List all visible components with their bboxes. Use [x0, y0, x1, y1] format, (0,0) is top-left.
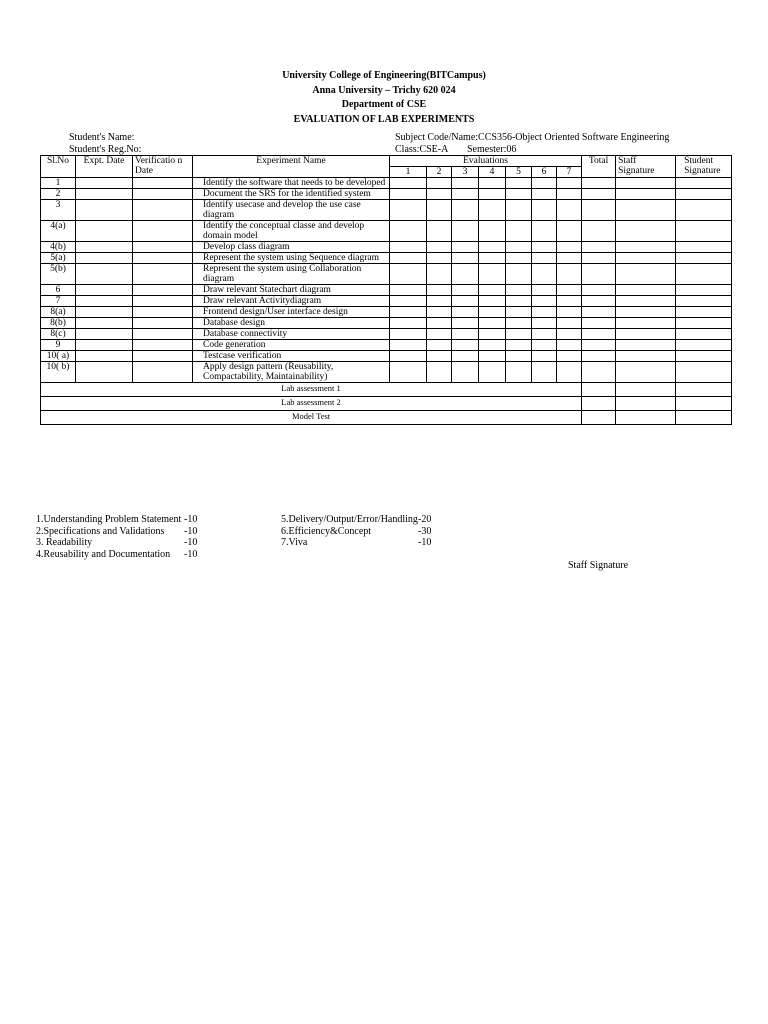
- evaluation-score-cell[interactable]: [452, 200, 479, 221]
- evaluation-score-cell[interactable]: [427, 285, 452, 296]
- total-cell[interactable]: [582, 329, 616, 340]
- evaluation-score-cell[interactable]: [506, 362, 532, 383]
- evaluation-score-cell[interactable]: [532, 362, 557, 383]
- verification-date-cell[interactable]: [133, 221, 193, 242]
- expt-date-cell[interactable]: [76, 340, 133, 351]
- table-row: [41, 264, 732, 285]
- evaluation-score-cell[interactable]: [532, 340, 557, 351]
- evaluation-score-cell[interactable]: [390, 351, 427, 362]
- header-verification-date: Verificatio n Date: [133, 156, 193, 178]
- row-slno: 8(a): [41, 307, 76, 318]
- evaluation-score-cell[interactable]: [506, 296, 532, 307]
- staff-signature-cell[interactable]: [616, 242, 676, 253]
- table-header-row: [41, 156, 732, 167]
- table-row: [41, 340, 732, 351]
- table-row: [41, 242, 732, 253]
- total-cell[interactable]: [582, 178, 616, 189]
- evaluation-score-cell[interactable]: [452, 285, 479, 296]
- assessment-label: Lab assessment 1: [41, 383, 582, 397]
- table-row: [41, 253, 732, 264]
- student-signature-cell[interactable]: [676, 242, 732, 253]
- header-slno: Sl.No: [41, 156, 76, 178]
- evaluation-score-cell[interactable]: [390, 189, 427, 200]
- student-signature-cell[interactable]: [676, 178, 732, 189]
- evaluation-score-cell[interactable]: [427, 264, 452, 285]
- expt-date-cell[interactable]: [76, 189, 133, 200]
- evaluation-score-cell[interactable]: [427, 296, 452, 307]
- student-signature-cell[interactable]: [676, 189, 732, 200]
- evaluation-table: [40, 155, 732, 425]
- evaluation-score-cell[interactable]: [479, 264, 506, 285]
- row-experiment-name: Develop class diagram: [193, 242, 390, 253]
- criteria-label: 7.Viva: [281, 537, 308, 548]
- evaluation-score-cell[interactable]: [506, 221, 532, 242]
- staff-signature-cell[interactable]: [616, 285, 676, 296]
- evaluation-score-cell[interactable]: [532, 242, 557, 253]
- assessment-row: [41, 383, 732, 397]
- criteria-item: [36, 549, 236, 561]
- expt-date-cell[interactable]: [76, 178, 133, 189]
- verification-date-cell[interactable]: [133, 318, 193, 329]
- table-row: [41, 189, 732, 200]
- criteria-item: [281, 526, 481, 538]
- criteria-label: 5.Delivery/Output/Error/Handling: [281, 514, 418, 525]
- evaluation-score-cell[interactable]: [557, 318, 582, 329]
- staff-signature-cell[interactable]: [616, 362, 676, 383]
- row-slno: 4(b): [41, 242, 76, 253]
- evaluation-score-cell[interactable]: [479, 189, 506, 200]
- evaluation-score-cell[interactable]: [390, 242, 427, 253]
- evaluation-score-cell[interactable]: [479, 242, 506, 253]
- header-student-signature: Student Signature: [676, 156, 732, 178]
- total-cell[interactable]: [582, 362, 616, 383]
- evaluation-score-cell[interactable]: [479, 178, 506, 189]
- row-experiment-name: Code generation: [193, 340, 390, 351]
- total-cell[interactable]: [582, 318, 616, 329]
- table-row: [41, 329, 732, 340]
- expt-date-cell[interactable]: [76, 264, 133, 285]
- evaluation-score-cell[interactable]: [479, 318, 506, 329]
- staff-signature-cell[interactable]: [616, 383, 676, 397]
- header-experiment-name: Experiment Name: [193, 156, 390, 178]
- expt-date-cell[interactable]: [76, 318, 133, 329]
- table-row: [41, 285, 732, 296]
- evaluation-score-cell[interactable]: [506, 253, 532, 264]
- evaluation-score-cell[interactable]: [427, 200, 452, 221]
- evaluation-score-cell[interactable]: [506, 285, 532, 296]
- staff-signature-cell[interactable]: [616, 307, 676, 318]
- criteria-points: -10: [184, 548, 198, 560]
- row-slno: 1: [41, 178, 76, 189]
- assessment-label: Model Test: [41, 411, 582, 425]
- student-signature-cell[interactable]: [676, 340, 732, 351]
- evaluation-score-cell[interactable]: [427, 178, 452, 189]
- student-signature-cell[interactable]: [676, 318, 732, 329]
- header-eval-col: 4: [479, 167, 506, 178]
- header-expt-date: Expt. Date: [76, 156, 133, 178]
- student-signature-cell[interactable]: [676, 307, 732, 318]
- evaluation-score-cell[interactable]: [479, 351, 506, 362]
- verification-date-cell[interactable]: [133, 242, 193, 253]
- total-cell[interactable]: [582, 253, 616, 264]
- evaluation-score-cell[interactable]: [427, 253, 452, 264]
- row-experiment-name: Testcase verification: [193, 351, 390, 362]
- evaluation-score-cell[interactable]: [390, 340, 427, 351]
- evaluation-score-cell[interactable]: [557, 340, 582, 351]
- verification-date-cell[interactable]: [133, 329, 193, 340]
- staff-signature-cell[interactable]: [616, 253, 676, 264]
- student-signature-cell[interactable]: [676, 397, 732, 411]
- criteria-label: 6.Efficiency&Concept: [281, 525, 372, 537]
- staff-signature-cell[interactable]: [616, 411, 676, 425]
- evaluation-score-cell[interactable]: [557, 253, 582, 264]
- evaluation-score-cell[interactable]: [452, 296, 479, 307]
- evaluation-score-cell[interactable]: [427, 318, 452, 329]
- evaluation-score-cell[interactable]: [390, 253, 427, 264]
- evaluation-score-cell[interactable]: [506, 329, 532, 340]
- criteria-points: -10: [184, 514, 198, 525]
- evaluation-score-cell[interactable]: [427, 307, 452, 318]
- evaluation-score-cell[interactable]: [452, 340, 479, 351]
- evaluation-score-cell[interactable]: [390, 329, 427, 340]
- table-row: [41, 296, 732, 307]
- total-cell[interactable]: [582, 397, 616, 411]
- student-signature-cell[interactable]: [676, 383, 732, 397]
- student-signature-cell[interactable]: [676, 362, 732, 383]
- evaluation-score-cell[interactable]: [506, 351, 532, 362]
- expt-date-cell[interactable]: [76, 285, 133, 296]
- total-cell[interactable]: [582, 264, 616, 285]
- table-row: [41, 362, 732, 383]
- evaluation-score-cell[interactable]: [452, 189, 479, 200]
- row-slno: 7: [41, 296, 76, 307]
- header-eval-col: 2: [427, 167, 452, 178]
- row-experiment-name: Document the SRS for the identified system: [193, 189, 390, 200]
- evaluation-score-cell[interactable]: [452, 362, 479, 383]
- evaluation-score-cell[interactable]: [506, 307, 532, 318]
- expt-date-cell[interactable]: [76, 307, 133, 318]
- evaluation-score-cell[interactable]: [479, 307, 506, 318]
- subject-code-name: Subject Code/Name:CCS356-Object Oriented Software Engineering: [395, 132, 670, 143]
- total-cell[interactable]: [582, 383, 616, 397]
- criteria-points: -10: [184, 525, 198, 537]
- row-experiment-name: Identify the conceptual classe and develop domain model: [193, 221, 390, 242]
- evaluation-score-cell[interactable]: [479, 200, 506, 221]
- evaluation-score-cell[interactable]: [506, 318, 532, 329]
- evaluation-score-cell[interactable]: [452, 253, 479, 264]
- header-eval-col: 1: [390, 167, 427, 178]
- row-slno: 5(b): [41, 264, 76, 285]
- total-cell[interactable]: [582, 200, 616, 221]
- evaluation-score-cell[interactable]: [506, 340, 532, 351]
- row-experiment-name: Represent the system using Sequence diagram: [193, 253, 390, 264]
- verification-date-cell[interactable]: [133, 340, 193, 351]
- criteria-points: -10: [418, 537, 432, 548]
- row-slno: 2: [41, 189, 76, 200]
- table-row: [41, 318, 732, 329]
- evaluation-score-cell[interactable]: [479, 329, 506, 340]
- evaluation-score-cell[interactable]: [532, 189, 557, 200]
- row-slno: 8(b): [41, 318, 76, 329]
- criteria-points: -30: [418, 525, 432, 537]
- evaluation-score-cell[interactable]: [557, 296, 582, 307]
- criteria-points: -10: [184, 537, 198, 548]
- university-name: Anna University – Trichy 620 024: [312, 85, 456, 96]
- verification-date-cell[interactable]: [133, 351, 193, 362]
- criteria-points: -20: [418, 514, 432, 525]
- expt-date-cell[interactable]: [76, 296, 133, 307]
- department-name: Department of CSE: [341, 99, 427, 110]
- evaluation-score-cell[interactable]: [427, 189, 452, 200]
- evaluation-score-cell[interactable]: [532, 264, 557, 285]
- evaluation-score-cell[interactable]: [479, 285, 506, 296]
- evaluation-score-cell[interactable]: [390, 178, 427, 189]
- row-experiment-name: Database design: [193, 318, 390, 329]
- table-row: [41, 307, 732, 318]
- expt-date-cell[interactable]: [76, 221, 133, 242]
- student-signature-cell[interactable]: [676, 351, 732, 362]
- evaluation-score-cell[interactable]: [506, 242, 532, 253]
- evaluation-score-cell[interactable]: [532, 178, 557, 189]
- student-signature-cell[interactable]: [676, 296, 732, 307]
- row-slno: 10( a): [41, 351, 76, 362]
- criteria-item: [36, 537, 236, 549]
- staff-signature-cell[interactable]: [616, 351, 676, 362]
- evaluation-score-cell[interactable]: [390, 285, 427, 296]
- staff-signature-cell[interactable]: [616, 329, 676, 340]
- verification-date-cell[interactable]: [133, 285, 193, 296]
- criteria-label: 1.Understanding Problem Statement: [36, 514, 182, 525]
- evaluation-score-cell[interactable]: [532, 318, 557, 329]
- evaluation-score-cell[interactable]: [506, 200, 532, 221]
- row-slno: 10( b): [41, 362, 76, 383]
- expt-date-cell[interactable]: [76, 351, 133, 362]
- evaluation-score-cell[interactable]: [479, 253, 506, 264]
- header-total: Total: [582, 156, 616, 178]
- assessment-row: [41, 411, 732, 425]
- row-experiment-name: Apply design pattern (Reusability, Compactability, Maintainability): [193, 362, 390, 383]
- evaluation-score-cell[interactable]: [390, 296, 427, 307]
- staff-signature-label: Staff Signature: [568, 560, 629, 571]
- evaluation-score-cell[interactable]: [532, 329, 557, 340]
- staff-signature-cell[interactable]: [616, 178, 676, 189]
- evaluation-score-cell[interactable]: [452, 329, 479, 340]
- evaluation-score-cell[interactable]: [557, 351, 582, 362]
- row-slno: 9: [41, 340, 76, 351]
- evaluation-score-cell[interactable]: [452, 242, 479, 253]
- verification-date-cell[interactable]: [133, 296, 193, 307]
- row-slno: 4(a): [41, 221, 76, 242]
- verification-date-cell[interactable]: [133, 189, 193, 200]
- expt-date-cell[interactable]: [76, 242, 133, 253]
- total-cell[interactable]: [582, 411, 616, 425]
- total-cell[interactable]: [582, 340, 616, 351]
- row-experiment-name: Frontend design/User interface design: [193, 307, 390, 318]
- evaluation-score-cell[interactable]: [557, 200, 582, 221]
- total-cell[interactable]: [582, 296, 616, 307]
- header-eval-col: 5: [506, 167, 532, 178]
- criteria-label: 3. Readability: [36, 537, 93, 548]
- class-label: Class:CSE-A: [395, 144, 449, 155]
- total-cell[interactable]: [582, 189, 616, 200]
- evaluation-score-cell[interactable]: [532, 253, 557, 264]
- row-experiment-name: Represent the system using Collaboration diagram: [193, 264, 390, 285]
- verification-date-cell[interactable]: [133, 178, 193, 189]
- total-cell[interactable]: [582, 307, 616, 318]
- evaluation-score-cell[interactable]: [557, 285, 582, 296]
- header-evaluations: Evaluations: [390, 156, 582, 167]
- table-row: [41, 178, 732, 189]
- expt-date-cell[interactable]: [76, 329, 133, 340]
- evaluation-score-cell[interactable]: [452, 264, 479, 285]
- staff-signature-cell[interactable]: [616, 340, 676, 351]
- evaluation-score-cell[interactable]: [390, 318, 427, 329]
- header-eval-col: 7: [557, 167, 582, 178]
- evaluation-score-cell[interactable]: [479, 340, 506, 351]
- evaluation-score-cell[interactable]: [506, 189, 532, 200]
- expt-date-cell[interactable]: [76, 362, 133, 383]
- evaluation-score-cell[interactable]: [390, 307, 427, 318]
- evaluation-score-cell[interactable]: [427, 340, 452, 351]
- criteria-item: [281, 537, 481, 549]
- evaluation-score-cell[interactable]: [532, 351, 557, 362]
- row-slno: 5(a): [41, 253, 76, 264]
- evaluation-score-cell[interactable]: [532, 200, 557, 221]
- evaluation-score-cell[interactable]: [452, 221, 479, 242]
- criteria-right: [281, 514, 481, 549]
- evaluation-score-cell[interactable]: [390, 221, 427, 242]
- evaluation-score-cell[interactable]: [532, 307, 557, 318]
- evaluation-score-cell[interactable]: [506, 264, 532, 285]
- criteria-label: 4.Reusability and Documentation: [36, 548, 171, 560]
- verification-date-cell[interactable]: [133, 362, 193, 383]
- student-signature-cell[interactable]: [676, 285, 732, 296]
- evaluation-score-cell[interactable]: [532, 296, 557, 307]
- page-title: EVALUATION OF LAB EXPERIMENTS: [293, 114, 475, 125]
- evaluation-score-cell[interactable]: [479, 296, 506, 307]
- evaluation-score-cell[interactable]: [427, 351, 452, 362]
- staff-signature-cell[interactable]: [616, 318, 676, 329]
- row-experiment-name: Database connectivity: [193, 329, 390, 340]
- staff-signature-cell[interactable]: [616, 200, 676, 221]
- expt-date-cell[interactable]: [76, 200, 133, 221]
- verification-date-cell[interactable]: [133, 264, 193, 285]
- student-signature-cell[interactable]: [676, 253, 732, 264]
- student-signature-cell[interactable]: [676, 221, 732, 242]
- evaluation-score-cell[interactable]: [390, 200, 427, 221]
- row-experiment-name: Identify usecase and develop the use case diagram: [193, 200, 390, 221]
- student-signature-cell[interactable]: [676, 200, 732, 221]
- evaluation-score-cell[interactable]: [557, 242, 582, 253]
- staff-signature-cell[interactable]: [616, 264, 676, 285]
- table-row: [41, 351, 732, 362]
- row-slno: 3: [41, 200, 76, 221]
- evaluation-score-cell[interactable]: [390, 362, 427, 383]
- header-eval-col: 3: [452, 167, 479, 178]
- evaluation-score-cell[interactable]: [557, 221, 582, 242]
- total-cell[interactable]: [582, 351, 616, 362]
- row-experiment-name: Identify the software that needs to be developed: [193, 178, 390, 189]
- evaluation-score-cell[interactable]: [479, 221, 506, 242]
- assessment-label: Lab assessment 2: [41, 397, 582, 411]
- college-name: University College of Engineering(BITCampus): [282, 70, 486, 81]
- staff-signature-cell[interactable]: [616, 296, 676, 307]
- evaluation-score-cell[interactable]: [427, 242, 452, 253]
- verification-date-cell[interactable]: [133, 200, 193, 221]
- staff-signature-cell[interactable]: [616, 189, 676, 200]
- header-staff-signature: Staff Signature: [616, 156, 676, 178]
- staff-signature-cell[interactable]: [616, 397, 676, 411]
- student-reg-label: Student's Reg.No:: [69, 144, 142, 155]
- table-row: [41, 200, 732, 221]
- evaluation-score-cell[interactable]: [532, 221, 557, 242]
- staff-signature-cell[interactable]: [616, 221, 676, 242]
- row-experiment-name: Draw relevant Activitydiagram: [193, 296, 390, 307]
- evaluation-score-cell[interactable]: [557, 329, 582, 340]
- verification-date-cell[interactable]: [133, 307, 193, 318]
- verification-date-cell[interactable]: [133, 253, 193, 264]
- evaluation-score-cell[interactable]: [452, 351, 479, 362]
- evaluation-score-cell[interactable]: [557, 307, 582, 318]
- row-experiment-name: Draw relevant Statechart diagram: [193, 285, 390, 296]
- evaluation-score-cell[interactable]: [479, 362, 506, 383]
- evaluation-score-cell[interactable]: [532, 285, 557, 296]
- student-signature-cell[interactable]: [676, 329, 732, 340]
- student-signature-cell[interactable]: [676, 411, 732, 425]
- evaluation-score-cell[interactable]: [557, 178, 582, 189]
- student-signature-cell[interactable]: [676, 264, 732, 285]
- evaluation-score-cell[interactable]: [506, 178, 532, 189]
- evaluation-score-cell[interactable]: [557, 362, 582, 383]
- semester-label: Semester:06: [467, 144, 517, 155]
- criteria-left: [36, 514, 236, 560]
- table-row: [41, 221, 732, 242]
- evaluation-score-cell[interactable]: [427, 329, 452, 340]
- evaluation-score-cell[interactable]: [557, 264, 582, 285]
- evaluation-score-cell[interactable]: [390, 264, 427, 285]
- criteria-label: 2.Specifications and Validations: [36, 525, 165, 537]
- row-slno: 8(c): [41, 329, 76, 340]
- criteria-item: [36, 526, 236, 538]
- student-name-label: Student's Name:: [69, 132, 135, 143]
- total-cell[interactable]: [582, 285, 616, 296]
- evaluation-score-cell[interactable]: [557, 189, 582, 200]
- header-eval-col: 6: [532, 167, 557, 178]
- expt-date-cell[interactable]: [76, 253, 133, 264]
- evaluation-score-cell[interactable]: [452, 318, 479, 329]
- evaluation-score-cell[interactable]: [427, 221, 452, 242]
- row-slno: 6: [41, 285, 76, 296]
- evaluation-score-cell[interactable]: [452, 178, 479, 189]
- evaluation-score-cell[interactable]: [452, 307, 479, 318]
- criteria-item: [36, 514, 236, 526]
- evaluation-score-cell[interactable]: [427, 362, 452, 383]
- assessment-row: [41, 397, 732, 411]
- total-cell[interactable]: [582, 221, 616, 242]
- criteria-item: [281, 514, 481, 526]
- total-cell[interactable]: [582, 242, 616, 253]
